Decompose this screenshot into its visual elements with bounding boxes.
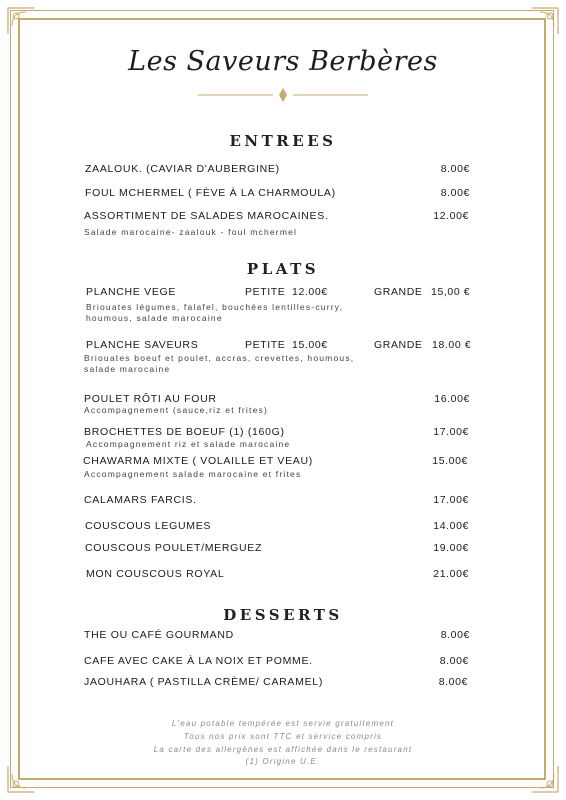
menu-item-name: PLANCHE VEGE: [86, 286, 177, 298]
menu-item-name: COUSCOUS LEGUMES: [85, 520, 212, 532]
menu-item-description: Accompagnement riz et salade marocaine: [86, 439, 291, 449]
menu-item-price: 8.00€: [439, 655, 469, 667]
menu-item-name: BROCHETTES DE BOEUF (1) (160G): [84, 426, 285, 438]
menu-item-name: COUSCOUS POULET/MERGUEZ: [85, 542, 263, 554]
corner-ornament-top-right-icon: [528, 4, 562, 38]
menu-item-price: 8.00€: [440, 187, 470, 199]
menu-item-price: 15.00€: [432, 455, 468, 467]
menu-item-description: Briouates boeuf et poulet, accras, crevettes, houmous,: [84, 353, 355, 363]
menu-item-description: Briouates légumes, falafel, bouchées lentilles-curry,: [86, 302, 344, 312]
menu-item-name: CHAWARMA MIXTE ( VOLAILLE ET VEAU): [83, 455, 313, 467]
menu-item-name: ZAALOUK. (CAVIAR D'AUBERGINE): [85, 163, 280, 175]
menu-item-description: houmous, salade marocaine: [86, 313, 223, 323]
size-label-petite: PETITE: [245, 286, 286, 298]
menu-item-name: MON COUSCOUS ROYAL: [86, 568, 225, 580]
section-heading-desserts: DESSERTS: [223, 606, 343, 624]
size-price-petite: 12.00€: [292, 286, 328, 298]
corner-ornament-bottom-right-icon: [528, 762, 562, 796]
size-label-grande: GRANDE: [374, 286, 423, 298]
menu-item-name: ASSORTIMENT DE SALADES MAROCAINES.: [84, 210, 329, 222]
menu-item-description: Accompagnement (sauce,riz et frites): [84, 405, 268, 415]
menu-item-price: 8.00€: [438, 676, 468, 688]
menu-item-price: 14.00€: [433, 520, 469, 532]
size-label-grande: GRANDE: [374, 339, 423, 351]
menu-item-price: 8.00€: [440, 629, 470, 641]
menu-item-description: Accompagnement salade marocaine et frites: [84, 469, 302, 479]
footer-note: Tous nos prix sont TTC et service compris: [183, 732, 383, 741]
menu-item-name: FOUL MCHERMEL ( FÈVE À LA CHARMOULA): [85, 187, 336, 199]
diamond-divider-icon: [198, 88, 368, 102]
menu-item-price: 8.00€: [440, 163, 470, 175]
menu-item-name: JAOUHARA ( PASTILLA CRÈME/ CARAMEL): [84, 676, 324, 688]
section-heading-entrees: ENTREES: [229, 132, 337, 150]
menu-item-description: Salade marocaine- zaalouk - foul mchermel: [84, 227, 298, 237]
menu-item-name: CAFE AVEC CAKE À LA NOIX ET POMME.: [84, 655, 313, 667]
footer-note: La carte des allergènes est affichée dans le restaurant: [153, 745, 413, 754]
section-heading-plats: PLATS: [246, 260, 320, 278]
footer-note: L'eau potable tempérée est servie gratuitement: [171, 719, 395, 728]
menu-item-price: 17.00€: [433, 494, 469, 506]
corner-ornament-bottom-left-icon: [4, 762, 38, 796]
menu-item-description: salade marocaine: [84, 364, 171, 374]
size-price-petite: 15.00€: [292, 339, 328, 351]
menu-item-name: CALAMARS FARCIS.: [84, 494, 197, 506]
size-label-petite: PETITE: [245, 339, 286, 351]
menu-item-price: 19.00€: [433, 542, 469, 554]
menu-item-price: 16.00€: [434, 393, 470, 405]
menu-item-name: THE OU CAFÉ GOURMAND: [84, 629, 234, 641]
footer-note: (1) Origine U.E.: [245, 757, 321, 766]
corner-ornament-top-left-icon: [4, 4, 38, 38]
menu-item-price: 17.00€: [433, 426, 469, 438]
menu-item-price: 21.00€: [433, 568, 469, 580]
size-price-grande: 18.00 €: [432, 339, 472, 351]
restaurant-title: Les Saveurs Berbères: [128, 46, 438, 77]
size-price-grande: 15,00 €: [431, 286, 471, 298]
menu-item-name: PLANCHE SAVEURS: [86, 339, 199, 351]
menu-item-name: POULET RÔTI AU FOUR: [84, 393, 217, 405]
menu-item-price: 12.00€: [433, 210, 469, 222]
